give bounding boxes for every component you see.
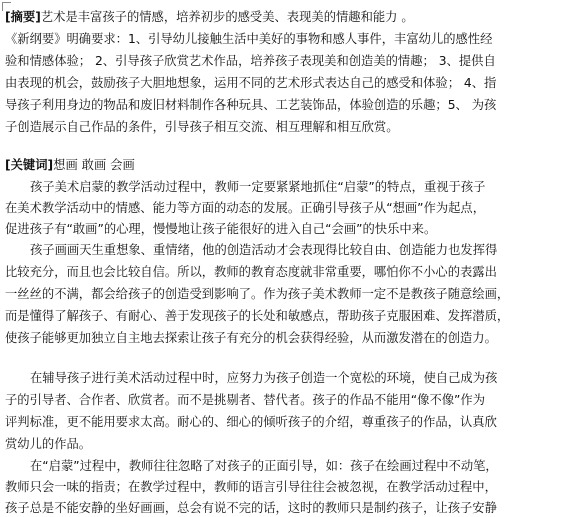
p3-line-2: 子的引导者、合作者、欣赏者。而不是挑剔者、替代者。孩子的作品不能用“像不像”作为	[5, 393, 486, 407]
keywords-bracket-close: ]	[47, 158, 54, 172]
abstract-text: 艺术是丰富孩子的情感，培养初步的感受美、表现美的情趣和能力 。	[40, 10, 414, 24]
abstract-line-6: 子创造展示自己作品的条件，引导孩子相互交流、相互理解和相互欣赏。	[5, 120, 399, 134]
abstract-bracket-close: ]	[35, 10, 41, 24]
abstract-line-2: 《新纲要》明确要求：1、引导幼儿接触生活中美好的事物和感人事件，丰富幼儿的感性经	[5, 32, 493, 46]
p1-line-3: 促进孩子有“敢画”的心理，慢慢地让孩子能很好的进入自己“会画”的快乐中来。	[5, 222, 437, 236]
p2-line-4: 而是懂得了解孩子、有耐心、善于发现孩子的长处和敏感点，帮助孩子克服困难、发挥潜质，	[5, 309, 510, 323]
p3-line-3: 评判标准，更不能用要求太高。耐心的、细心的倾听孩子的介绍，尊重孩子的作品，认真欣	[5, 415, 497, 429]
abstract-line-5: 导孩子利用身边的物品和废旧材料制作各种玩具、工艺装饰品，体验创造的乐趣；5、 为孩	[5, 98, 497, 112]
abstract-label: 摘要	[10, 10, 36, 24]
abstract-line-3: 验和情感体验； 2、引导孩子欣赏艺术作品，培养孩子表现美和创造美的情趣； 3、提供自	[5, 54, 496, 68]
keywords-line	[5, 156, 135, 174]
p4-line-1: 在“启蒙”过程中，教师往往忽略了对孩子的正面引导，如：孩子在绘画过程中不动笔，	[30, 459, 498, 473]
p1-line-2: 在美术教学活动中的情感、能力等方面的动态的发展。正确引导孩子从“想画”作为起点，	[5, 201, 486, 215]
p2-line-2: 比较充分，而且也会比较自信。所以，教师的教育态度就非常重要，哪怕你不小心的表露出	[5, 265, 497, 279]
abstract-line-1	[5, 8, 414, 26]
abstract-bracket-open: [	[5, 10, 11, 24]
p4-line-2: 教师只会一味的指责；在教学过程中，教师的语言引导往往会被忽视，在教学活动过程中，	[5, 480, 497, 494]
p3-line-1: 在辅导孩子进行美术活动过程中时，应努力为孩子创造一个宽松的环境，使自己成为孩	[30, 371, 498, 385]
p3-line-4: 赏幼儿的作品。	[5, 437, 92, 451]
p4-line-3: 孩子总是不能安静的坐好画画，总会有说不完的话，这时的教师只是制约孩子，让孩子安静	[5, 501, 497, 515]
abstract-line-4: 由表现的机会，鼓励孩子大胆地想象，运用不同的艺术形式表达自己的感受和体验； 4、指	[5, 76, 497, 90]
p2-line-3: 一丝丝的不满，都会给孩子的创造受到影响了。作为孩子美术教师一定不是教孩子随意绘画，	[5, 287, 510, 301]
p2-line-5: 使孩子能够更加独立自主地去探索让孩子有充分的机会获得经验，从而激发潜在的创造力。	[5, 331, 497, 345]
keywords-label: 关键词	[10, 158, 48, 172]
p1-line-1: 孩子美术启蒙的教学活动过程中，教师一定要紧紧地抓住“启蒙”的特点，重视于孩子	[30, 180, 486, 194]
keywords-text: 想画 敢画 会画	[53, 158, 135, 172]
p2-line-1: 孩子画画天生重想象、重情绪，他的创造活动才会表现得比较自由、创造能力也发挥得	[30, 243, 498, 257]
keywords-bracket-open: [	[5, 158, 11, 172]
